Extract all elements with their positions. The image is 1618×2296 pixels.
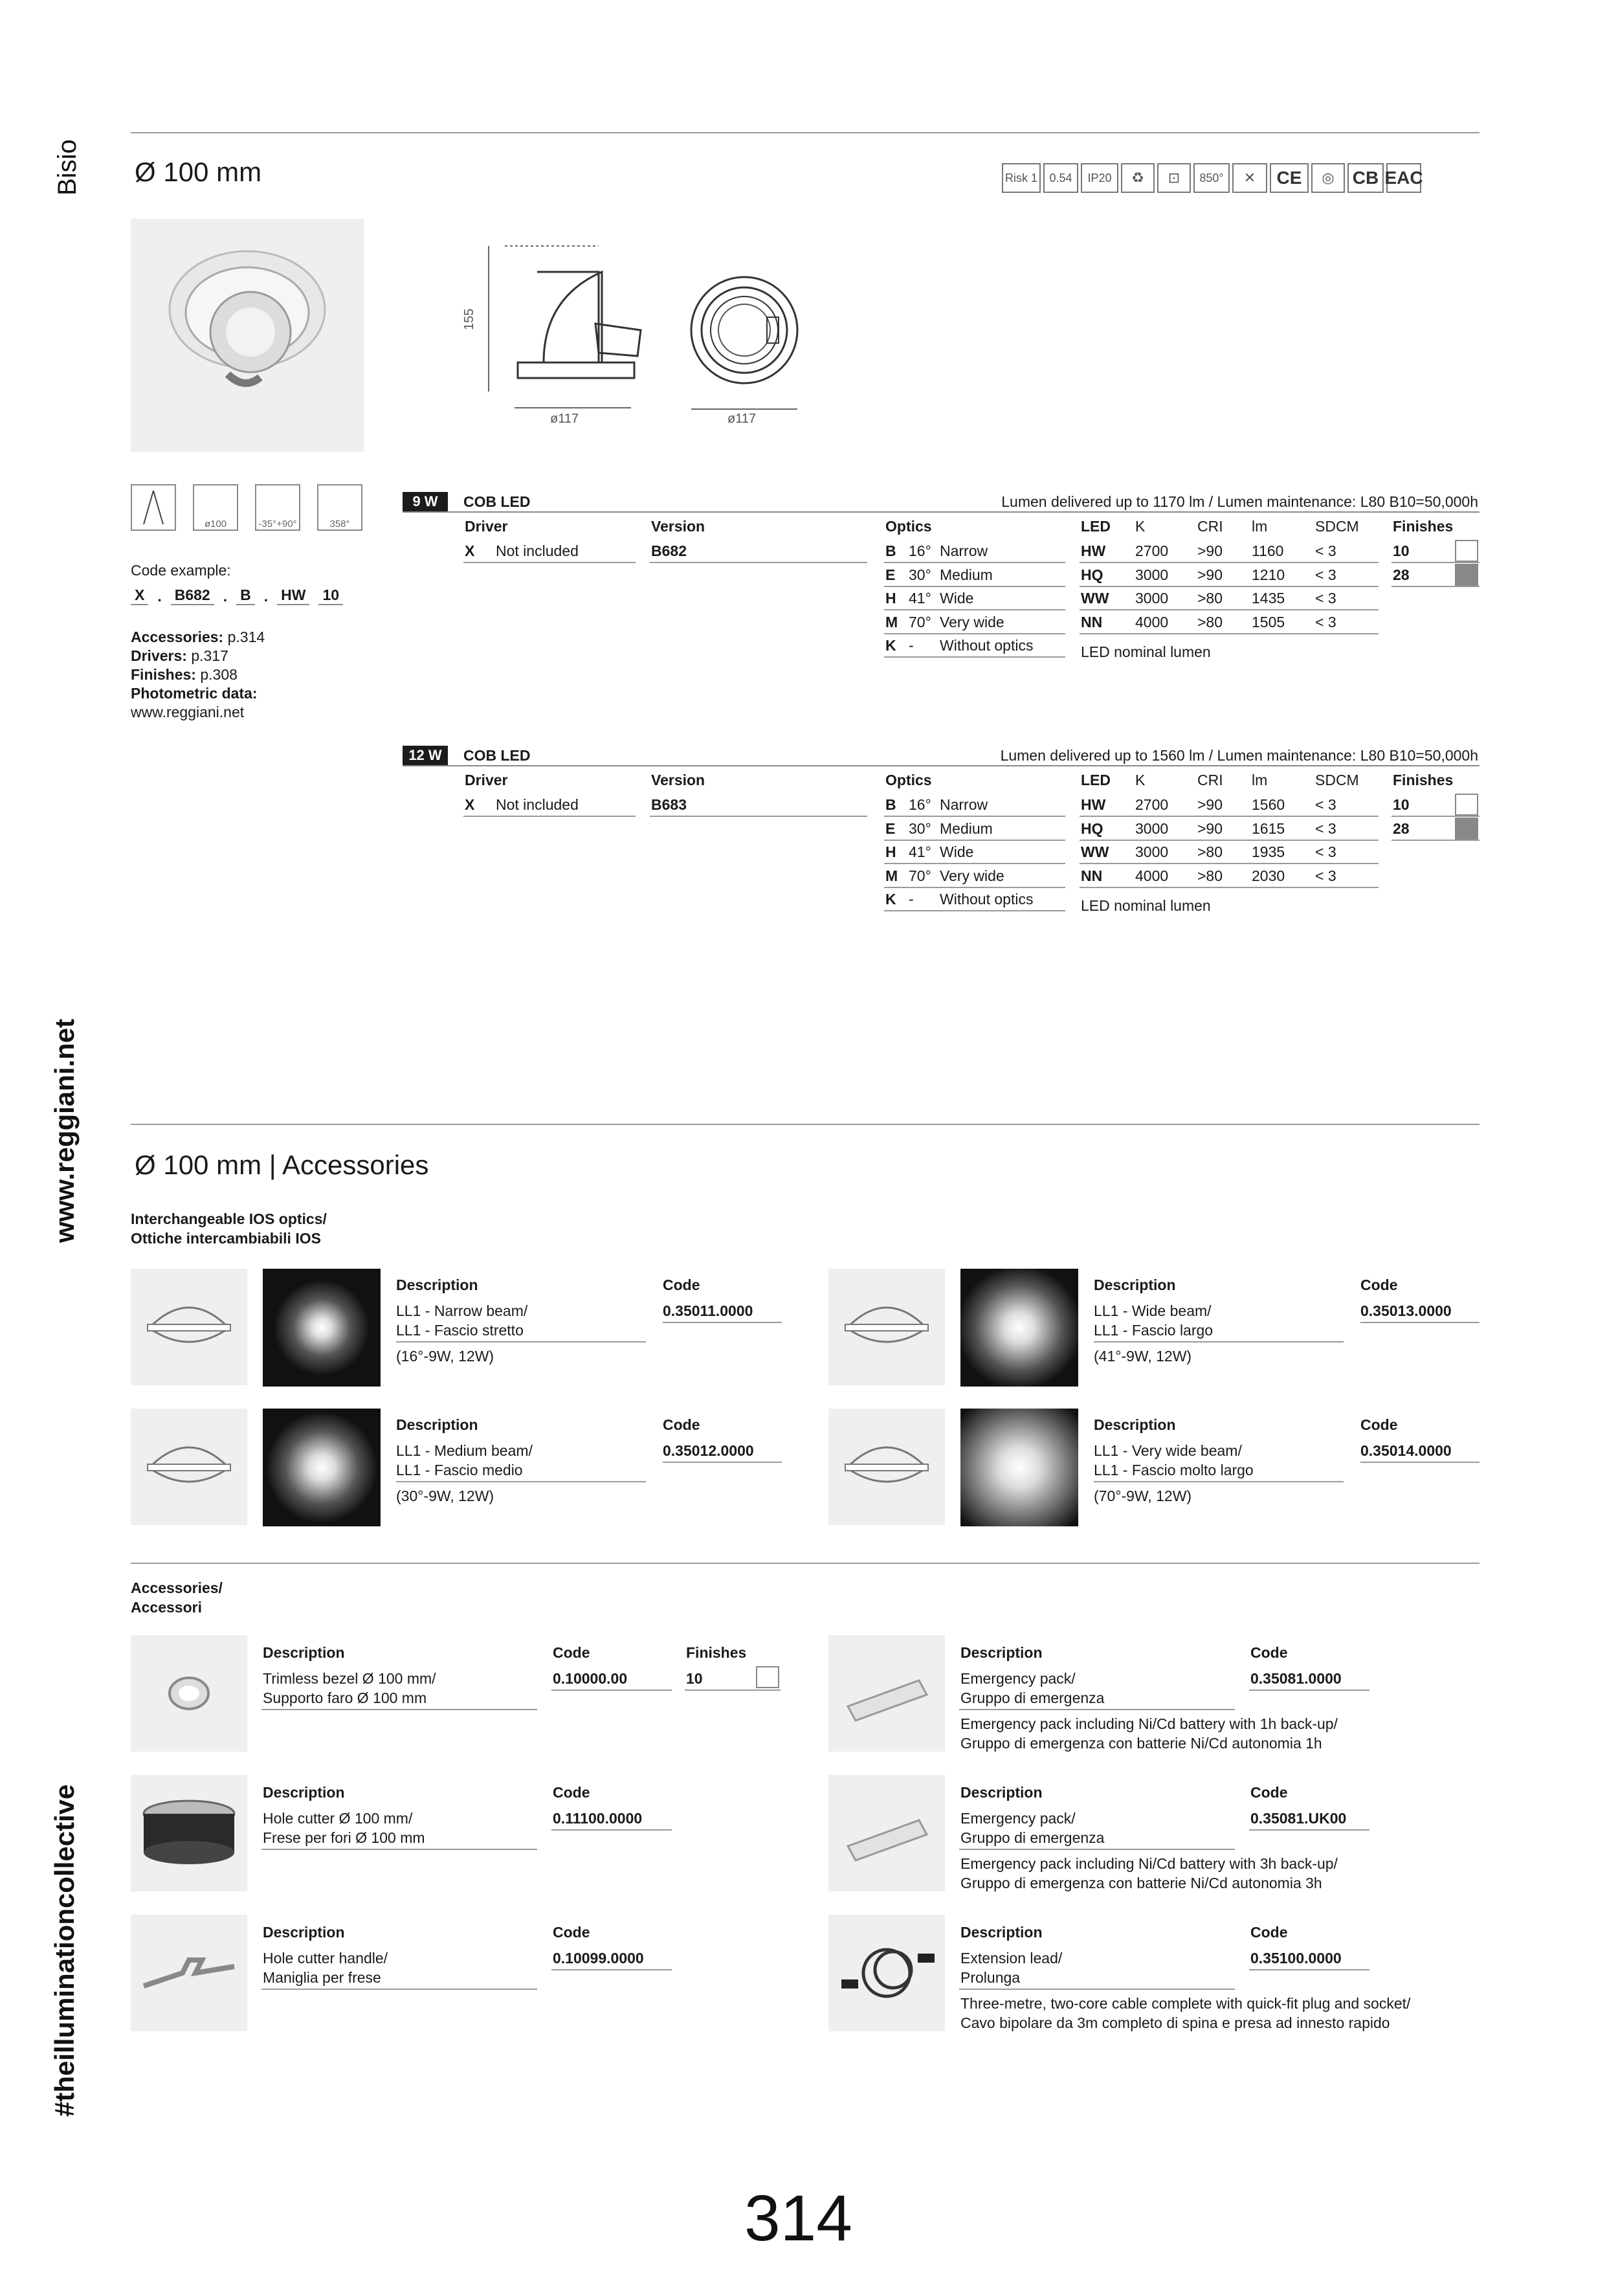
optic-code-header: Code: [1360, 1416, 1398, 1433]
led-note: LED nominal lumen: [1081, 897, 1211, 914]
led-cell: 1435: [1252, 590, 1285, 607]
driver-code: X: [465, 542, 475, 559]
led-cell: < 3: [1315, 566, 1336, 583]
optic-description-line3: (41°-9W, 12W): [1094, 1348, 1192, 1365]
optic-product-image: [131, 1409, 247, 1525]
watt-badge: 12 W: [403, 746, 448, 765]
accessory-image: [131, 1915, 247, 2031]
code-part-driver: X: [131, 586, 148, 605]
tilt-angle-label: -35°+90°: [258, 518, 297, 529]
finish-swatch: [1455, 564, 1478, 586]
reference-row: [131, 628, 265, 647]
led-column-header: LED: [1081, 772, 1111, 788]
accessory-code-rule: [551, 1829, 672, 1831]
accessory-note-line1: Emergency pack including Ni/Cd battery with 3h back-up/: [960, 1855, 1338, 1872]
led-cell: NN: [1081, 613, 1103, 630]
optic-description-rule: [1094, 1341, 1344, 1343]
led-cell: 2700: [1135, 542, 1169, 559]
optic-code: K: [885, 891, 896, 908]
led-cell: HQ: [1081, 566, 1103, 583]
optic-rule: [884, 562, 1065, 563]
driver-header: Driver: [465, 518, 508, 535]
reference-value: p.314: [223, 629, 265, 645]
led-column-header: lm: [1252, 772, 1268, 788]
driver-value: Not included: [496, 542, 579, 559]
accessory-description-rule: [261, 1989, 537, 1990]
accessory-description-line1: Trimless bezel Ø 100 mm/: [263, 1670, 436, 1687]
reference-list: [131, 628, 265, 722]
finish-rule: [1391, 586, 1479, 587]
optic-angle: 70°: [909, 613, 931, 630]
acc-title-line1: Accessories/: [131, 1579, 223, 1596]
accessory-note-line2: Cavo bipolare da 3m completo di spina e presa ad innesto rapido: [960, 2014, 1390, 2031]
accessory-description-header: Description: [960, 1644, 1043, 1661]
optic-code-value: 0.35011.0000: [663, 1302, 753, 1319]
certification-badge: ◎: [1311, 163, 1345, 193]
accessory-description-line2: Supporto faro Ø 100 mm: [263, 1689, 427, 1706]
optic-angle: 41°: [909, 843, 931, 860]
optic-angle: -: [909, 637, 914, 654]
optic-description-line2: LL1 - Fascio largo: [1094, 1322, 1214, 1339]
brand-label: Bisio: [53, 139, 82, 195]
optic-code: E: [885, 566, 896, 583]
optic-rule: [884, 887, 1065, 888]
optic-description-line2: LL1 - Fascio molto largo: [1094, 1462, 1254, 1478]
beam-pattern-image: [960, 1269, 1078, 1387]
led-cell: 4000: [1135, 867, 1169, 884]
optic-rule: [884, 609, 1065, 610]
accessory-code-value: 0.11100.0000: [553, 1810, 643, 1827]
reference-value: p.317: [186, 647, 228, 664]
rotation-angle-label: 358°: [329, 518, 350, 529]
optic-name: Wide: [940, 590, 974, 607]
version-header: Version: [651, 518, 705, 535]
optic-name: Medium: [940, 566, 993, 583]
optic-rule: [884, 656, 1065, 658]
accessory-description-rule: [959, 1849, 1235, 1850]
version-rule: [650, 562, 867, 563]
led-cell: >80: [1197, 613, 1223, 630]
led-cell: NN: [1081, 867, 1103, 884]
certification-badge: CB: [1347, 163, 1384, 193]
optic-name: Very wide: [940, 867, 1004, 884]
optic-description-rule: [396, 1481, 646, 1482]
led-cell: WW: [1081, 843, 1109, 860]
reference-row: [131, 684, 265, 703]
optic-description-header: Description: [1094, 1416, 1176, 1433]
accessories-list-divider: [131, 1563, 1479, 1564]
optic-code: M: [885, 867, 898, 884]
accessory-code-header: Code: [1250, 1924, 1288, 1941]
accessory-description-rule: [959, 1709, 1235, 1710]
hashtag-label: #theilluminationcollective: [49, 1784, 80, 2117]
accessory-description-rule: [959, 1989, 1235, 1990]
optic-product-image: [131, 1269, 247, 1385]
optic-description-line3: (30°-9W, 12W): [396, 1488, 494, 1504]
optic-name: Narrow: [940, 796, 988, 813]
accessory-description-line1: Emergency pack/: [960, 1670, 1076, 1687]
optic-description-line3: (70°-9W, 12W): [1094, 1488, 1192, 1504]
optics-title-line2: Ottiche intercambiabili IOS: [131, 1230, 321, 1247]
accessories-title: Ø 100 mm | Accessories: [135, 1150, 429, 1180]
optic-code-value: 0.35012.0000: [663, 1442, 754, 1459]
accessory-code-rule: [1249, 1969, 1369, 1970]
certification-badge: Risk 1: [1002, 163, 1041, 193]
accessory-note-line1: Three-metre, two-core cable complete with quick-fit plug and socket/: [960, 1995, 1411, 2012]
certification-badge: 850°: [1193, 163, 1230, 193]
finishes-header: Finishes: [1393, 518, 1454, 535]
product-photo: [131, 219, 364, 452]
led-cell: 3000: [1135, 566, 1169, 583]
accessory-description-header: Description: [960, 1924, 1043, 1941]
accessory-description-line2: Gruppo di emergenza: [960, 1829, 1105, 1846]
lumen-info: Lumen delivered up to 1560 lm / Lumen maintenance: L80 B10=50,000h: [1000, 747, 1478, 764]
accessory-code-rule: [551, 1969, 672, 1970]
optics-section-title: [131, 1209, 327, 1248]
table-top-rule: [403, 511, 1479, 513]
accessory-finish-swatch: [756, 1666, 779, 1688]
optic-code: K: [885, 637, 896, 654]
led-cell: >90: [1197, 566, 1223, 583]
led-column-header: CRI: [1197, 518, 1223, 535]
led-cell: >90: [1197, 819, 1223, 837]
optic-description-line1: LL1 - Very wide beam/: [1094, 1442, 1242, 1459]
optics-header: Optics: [885, 772, 932, 788]
driver-rule: [463, 816, 636, 817]
accessory-code-value: 0.35081.UK00: [1250, 1810, 1347, 1827]
driver-header: Driver: [465, 772, 508, 788]
version-header: Version: [651, 772, 705, 788]
accessory-note-line1: Emergency pack including Ni/Cd battery with 1h back-up/: [960, 1715, 1338, 1732]
led-column-header: K: [1135, 772, 1146, 788]
accessory-code-value: 0.35100.0000: [1250, 1950, 1342, 1967]
optic-angle: 70°: [909, 867, 931, 884]
optic-code-rule: [663, 1322, 782, 1323]
code-part-optic: B: [236, 586, 255, 605]
accessory-code-rule: [1249, 1689, 1369, 1691]
version-rule: [650, 816, 867, 817]
certification-badge: ⊡: [1157, 163, 1191, 193]
accessory-description-header: Description: [960, 1784, 1043, 1801]
led-column-header: lm: [1252, 518, 1268, 535]
led-cell: 1160: [1252, 542, 1284, 559]
reference-key: Photometric data:: [131, 685, 258, 702]
accessory-code-header: Code: [553, 1924, 590, 1941]
led-cell: < 3: [1315, 796, 1336, 813]
optic-code-header: Code: [1360, 1276, 1398, 1293]
accessory-image: [828, 1775, 945, 1891]
optic-code-rule: [1360, 1462, 1479, 1463]
driver-rule: [463, 562, 636, 563]
code-dot: .: [263, 588, 269, 605]
optics-title-line1: Interchangeable IOS optics/: [131, 1210, 327, 1227]
accessories-divider: [131, 1124, 1479, 1125]
led-cell: >80: [1197, 843, 1223, 860]
accessory-code-header: Code: [1250, 1784, 1288, 1801]
finish-code: 28: [1393, 566, 1410, 583]
certification-badge: IP20: [1081, 163, 1118, 193]
led-type: COB LED: [463, 493, 531, 510]
code-part-led: HW: [277, 586, 309, 605]
optic-description-line1: LL1 - Medium beam/: [396, 1442, 533, 1459]
certification-badge: ✕: [1232, 163, 1267, 193]
top-divider: [131, 132, 1479, 133]
optic-code: H: [885, 590, 896, 607]
accessory-description-line1: Extension lead/: [960, 1950, 1063, 1967]
led-cell: 3000: [1135, 843, 1169, 860]
certification-badge: CE: [1270, 163, 1309, 193]
table-top-rule: [403, 765, 1479, 766]
height-dimension: 155: [462, 308, 476, 330]
accessory-code-value: 0.35081.0000: [1250, 1670, 1342, 1687]
led-cell: < 3: [1315, 542, 1336, 559]
led-rule: [1080, 562, 1379, 563]
finish-code: 28: [1393, 819, 1410, 837]
led-cell: HW: [1081, 542, 1106, 559]
code-dot: .: [223, 588, 228, 605]
led-cell: < 3: [1315, 867, 1336, 884]
optic-description-line3: (16°-9W, 12W): [396, 1348, 494, 1365]
technical-drawing-front: [686, 272, 803, 414]
optics-header: Optics: [885, 518, 932, 535]
led-cell: HQ: [1081, 819, 1103, 837]
reference-key: Finishes:: [131, 666, 196, 683]
led-note: LED nominal lumen: [1081, 643, 1211, 660]
accessory-finish-code: 10: [686, 1670, 703, 1687]
optic-description-line2: LL1 - Fascio stretto: [396, 1322, 524, 1339]
optic-name: Medium: [940, 819, 993, 837]
optic-name: Without optics: [940, 891, 1034, 908]
acc-title-line2: Accessori: [131, 1599, 202, 1616]
led-column-header: SDCM: [1315, 772, 1359, 788]
lumen-info: Lumen delivered up to 1170 lm / Lumen maintenance: L80 B10=50,000h: [1001, 493, 1478, 510]
optic-product-image: [828, 1409, 945, 1525]
optic-angle: 30°: [909, 819, 931, 837]
led-rule: [1080, 887, 1379, 888]
optic-name: Wide: [940, 843, 974, 860]
rotation-angle-icon: [317, 484, 362, 531]
tilt-angle-icon: [255, 484, 300, 531]
led-column-header: LED: [1081, 518, 1111, 535]
led-cell: < 3: [1315, 819, 1336, 837]
finish-swatch: [1455, 540, 1478, 562]
optic-rule: [884, 840, 1065, 841]
optic-name: Narrow: [940, 542, 988, 559]
optic-code-rule: [663, 1462, 782, 1463]
optic-description-header: Description: [1094, 1276, 1176, 1293]
led-rule: [1080, 609, 1379, 610]
certification-badge: 0.54: [1043, 163, 1078, 193]
led-cell: 2030: [1252, 867, 1285, 884]
code-example: [131, 586, 343, 605]
accessory-description-line2: Gruppo di emergenza: [960, 1689, 1105, 1706]
code-dot: .: [157, 588, 162, 605]
finish-swatch: [1455, 818, 1478, 840]
optic-rule: [884, 910, 1065, 911]
led-type: COB LED: [463, 747, 531, 764]
optic-rule: [884, 816, 1065, 817]
accessory-code-header: Code: [553, 1784, 590, 1801]
accessory-description-header: Description: [263, 1924, 345, 1941]
driver-code: X: [465, 796, 475, 813]
optic-code-header: Code: [663, 1276, 700, 1293]
page-number: 314: [744, 2182, 852, 2255]
led-cell: < 3: [1315, 590, 1336, 607]
led-cell: WW: [1081, 590, 1109, 607]
accessory-code-value: 0.10099.0000: [553, 1950, 644, 1967]
led-cell: HW: [1081, 796, 1106, 813]
accessory-description-header: Description: [263, 1784, 345, 1801]
accessory-description-line2: Prolunga: [960, 1969, 1021, 1986]
optic-code: B: [885, 542, 896, 559]
accessory-image: [131, 1635, 247, 1752]
driver-value: Not included: [496, 796, 579, 813]
led-rule: [1080, 816, 1379, 817]
reference-key: Drivers:: [131, 647, 187, 664]
led-rule: [1080, 633, 1379, 634]
led-cell: >90: [1197, 542, 1223, 559]
accessory-code-rule: [551, 1689, 672, 1691]
reference-value: www.reggiani.net: [131, 704, 245, 720]
led-cell: 1560: [1252, 796, 1285, 813]
reference-key: Accessories:: [131, 629, 224, 645]
page-title: Ø 100 mm: [135, 157, 262, 187]
accessory-image: [131, 1775, 247, 1891]
led-cell: < 3: [1315, 613, 1336, 630]
technical-drawing-side: [453, 233, 660, 427]
optic-code: E: [885, 819, 896, 837]
led-rule: [1080, 840, 1379, 841]
accessory-code-rule: [1249, 1829, 1369, 1831]
finish-rule: [1391, 840, 1479, 841]
accessory-description-rule: [261, 1849, 537, 1850]
accessory-image: [828, 1915, 945, 2031]
reference-row: [131, 703, 265, 722]
led-cell: 4000: [1135, 613, 1169, 630]
optic-description-line1: LL1 - Wide beam/: [1094, 1302, 1212, 1319]
optic-rule: [884, 586, 1065, 587]
led-cell: 1935: [1252, 843, 1285, 860]
finish-swatch: [1455, 794, 1478, 816]
beam-pattern-image: [263, 1409, 381, 1526]
led-cell: 3000: [1135, 819, 1169, 837]
accessory-finish-rule: [685, 1689, 781, 1691]
accessory-image: [828, 1635, 945, 1752]
optic-code-value: 0.35014.0000: [1360, 1442, 1452, 1459]
accessory-description-line2: Frese per fori Ø 100 mm: [263, 1829, 425, 1846]
beam-angle-icon: [131, 484, 176, 531]
optic-code-rule: [1360, 1322, 1479, 1323]
accessory-description-line1: Hole cutter Ø 100 mm/: [263, 1810, 413, 1827]
led-cell: 2700: [1135, 796, 1169, 813]
accessory-note-line2: Gruppo di emergenza con batterie Ni/Cd autonomia 3h: [960, 1875, 1322, 1891]
accessory-description-line1: Emergency pack/: [960, 1810, 1076, 1827]
certification-badge: EAC: [1386, 163, 1421, 193]
accessory-code-value: 0.10000.00: [553, 1670, 628, 1687]
optic-product-image: [828, 1269, 945, 1385]
led-column-header: CRI: [1197, 772, 1223, 788]
led-cell: >80: [1197, 867, 1223, 884]
led-column-header: SDCM: [1315, 518, 1359, 535]
optic-description-rule: [396, 1341, 646, 1343]
diameter-side-label: ø117: [550, 412, 579, 426]
optic-angle: 16°: [909, 796, 931, 813]
optic-code: M: [885, 613, 898, 630]
optic-description-line2: LL1 - Fascio medio: [396, 1462, 523, 1478]
version-code: B683: [651, 796, 687, 813]
led-cell: >80: [1197, 590, 1223, 607]
optic-code-header: Code: [663, 1416, 700, 1433]
led-cell: < 3: [1315, 843, 1336, 860]
finish-code: 10: [1393, 542, 1410, 559]
optic-name: Without optics: [940, 637, 1034, 654]
led-cell: 1505: [1252, 613, 1285, 630]
finishes-header: Finishes: [1393, 772, 1454, 788]
optic-rule: [884, 863, 1065, 864]
reference-row: [131, 665, 265, 684]
led-cell: 1210: [1252, 566, 1285, 583]
accessory-description-line2: Maniglia per frese: [263, 1969, 381, 1986]
optic-description-header: Description: [396, 1276, 478, 1293]
website-label: www.reggiani.net: [49, 1018, 80, 1243]
optic-description-line1: LL1 - Narrow beam/: [396, 1302, 528, 1319]
version-code: B682: [651, 542, 687, 559]
optic-description-rule: [1094, 1481, 1344, 1482]
accessory-code-header: Code: [1250, 1644, 1288, 1661]
optic-angle: -: [909, 891, 914, 908]
optic-description-header: Description: [396, 1416, 478, 1433]
finish-code: 10: [1393, 796, 1410, 813]
accessory-code-header: Code: [553, 1644, 590, 1661]
optic-rule: [884, 633, 1065, 634]
optic-name: Very wide: [940, 613, 1004, 630]
accessory-finishes-header: Finishes: [686, 1644, 747, 1661]
code-part-version: B682: [171, 586, 214, 605]
led-cell: 3000: [1135, 590, 1169, 607]
optic-code: B: [885, 796, 896, 813]
beam-pattern-image: [960, 1409, 1078, 1526]
optic-angle: 41°: [909, 590, 931, 607]
accessory-description-rule: [261, 1709, 537, 1710]
led-rule: [1080, 863, 1379, 864]
led-cell: >90: [1197, 796, 1223, 813]
optic-code-value: 0.35013.0000: [1360, 1302, 1452, 1319]
accessories-section-title: [131, 1578, 223, 1617]
optic-code: H: [885, 843, 896, 860]
watt-badge: 9 W: [403, 492, 448, 511]
beam-pattern-image: [263, 1269, 381, 1387]
reference-value: p.308: [195, 666, 238, 683]
led-column-header: K: [1135, 518, 1146, 535]
led-cell: 1615: [1252, 819, 1285, 837]
reference-row: [131, 647, 265, 665]
optic-angle: 30°: [909, 566, 931, 583]
diameter-front-label: ø117: [727, 412, 757, 426]
accessory-description-line1: Hole cutter handle/: [263, 1950, 388, 1967]
accessory-description-header: Description: [263, 1644, 345, 1661]
optic-angle: 16°: [909, 542, 931, 559]
cutout-diameter-icon: [193, 484, 238, 531]
certification-badge: ♻: [1121, 163, 1155, 193]
code-part-finish: 10: [318, 586, 343, 605]
led-rule: [1080, 586, 1379, 587]
accessory-note-line2: Gruppo di emergenza con batterie Ni/Cd autonomia 1h: [960, 1735, 1322, 1752]
code-example-label: Code example:: [131, 562, 231, 579]
cutout-diameter-label: ø100: [204, 518, 227, 529]
